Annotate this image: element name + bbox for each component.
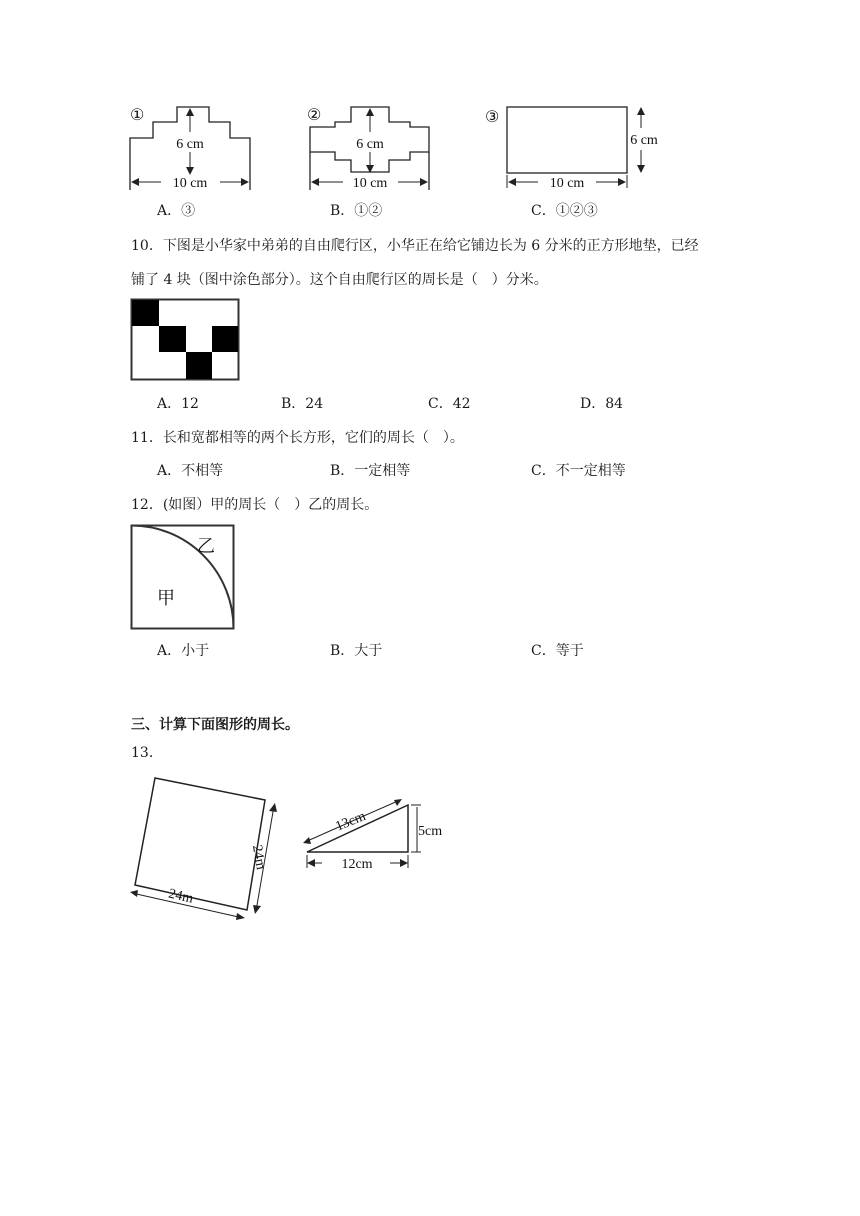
- mat-tile: [132, 300, 159, 326]
- q12-option-b[interactable]: B．大于: [330, 643, 383, 659]
- q11-option-a[interactable]: A．不相等: [157, 463, 224, 479]
- figure-1-height-label: 6 cm: [176, 137, 204, 152]
- region-jia-label: 甲: [157, 588, 175, 609]
- quarter-circle-square-figure: [130, 524, 236, 632]
- q12-text: 12．(如图）甲的周长（ ）乙的周长。: [131, 497, 379, 513]
- figure-1-width-label: 10 cm: [172, 176, 208, 191]
- section-3-heading: 三、计算下面图形的周长。: [131, 717, 299, 733]
- q9-option-a[interactable]: A．③: [157, 203, 196, 219]
- q10-option-c[interactable]: C．42: [428, 396, 471, 412]
- mat-tile: [212, 326, 238, 352]
- q11-option-c[interactable]: C．不一定相等: [531, 463, 626, 479]
- figure-3-rectangle: [482, 100, 667, 195]
- q10-option-b[interactable]: B．24: [281, 396, 324, 412]
- triangle-hypotenuse-label: 13cm: [333, 808, 368, 835]
- q9-option-c[interactable]: C．①②③: [531, 203, 598, 219]
- figure-2-width-label: 10 cm: [352, 176, 388, 191]
- q10-text-line-2: 铺了 4 块（图中涂色部分）。这个自由爬行区的周长是（ ）分米。: [131, 272, 548, 288]
- q12-option-a[interactable]: A．小于: [157, 643, 210, 659]
- region-yi-label: 乙: [197, 536, 215, 557]
- q12-option-c[interactable]: C．等于: [531, 643, 584, 659]
- figure-2-cross-shape: [305, 100, 440, 195]
- q13-number: 13．: [131, 745, 163, 761]
- figure-1-marker: ①: [130, 107, 145, 124]
- right-triangle-figure: [300, 795, 460, 875]
- figure-1-stepped-shape: [125, 100, 260, 195]
- q11-option-b[interactable]: B．一定相等: [330, 463, 411, 479]
- square-bottom-side-label: 24m: [166, 886, 195, 907]
- mat-tile: [159, 326, 186, 352]
- figure-2-height-label: 6 cm: [356, 137, 384, 152]
- figure-2-marker: ②: [307, 107, 322, 124]
- q10-text-line-1: 10．下图是小华家中弟弟的自由爬行区，小华正在给它铺边长为 6 分米的正方形地垫，已经: [131, 238, 699, 254]
- figure-3-height-label: 6 cm: [630, 133, 658, 148]
- q11-text: 11．长和宽都相等的两个长方形，它们的周长（ ）。: [131, 430, 464, 446]
- square-right-side-label: 24m: [248, 843, 268, 871]
- figure-3-marker: ③: [485, 109, 500, 126]
- q10-option-a[interactable]: A．12: [157, 396, 199, 412]
- mat-tile: [186, 352, 212, 379]
- triangle-height-label: 5cm: [418, 824, 443, 839]
- q10-option-d[interactable]: D．84: [580, 396, 624, 412]
- tilted-square-figure: [125, 770, 285, 915]
- crawl-area-grid-figure: [130, 298, 242, 383]
- q9-option-b[interactable]: B．①②: [330, 203, 383, 219]
- triangle-base-label: 12cm: [341, 857, 373, 872]
- figure-3-width-label: 10 cm: [549, 176, 585, 191]
